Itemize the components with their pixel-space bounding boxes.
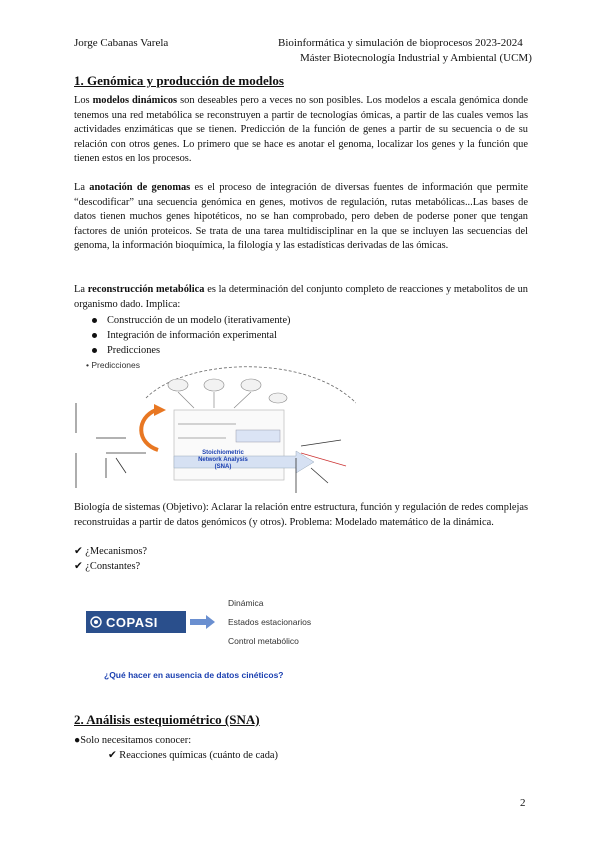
input-node <box>204 379 224 391</box>
bullet-item: Integración de información experimental <box>92 328 277 343</box>
diagram-svg <box>66 358 356 498</box>
bullet-item: Predicciones <box>92 343 160 358</box>
reconstruction-figure <box>66 358 356 498</box>
section1-title: 1. Genómica y producción de modelos <box>74 73 284 88</box>
paragraph-biologia-sistemas: Biología de sistemas (Objetivo): Aclarar la relación entre estructura, función y regulación de redes complejas reconstruidas a partir de datos genómicos (y otros). Problema: Modelado matemático de la dinámica. <box>74 502 528 528</box>
section2-line-2: ✔ Reacciones químicas (cuánto de cada) <box>108 750 278 761</box>
arrow-right-icon <box>190 614 216 630</box>
paragraph-reconstruccion: La reconstrucción metabólica es la determinación del conjunto completo de reacciones y metabolitos de un organismo dado. Implica: <box>74 284 528 310</box>
check-item: ✔ ¿Mecanismos? <box>74 546 148 557</box>
paragraph-modelos: Los modelos dinámicos son deseables pero a veces no son posibles. Los modelos a escala genómica donde tenemos una red metabólica se reconstruyen a partir de tecnologías ómicas, a partir de las cuales vemos las actividades enzimáticas que se tienen. Predicción de la función de genes a partir de su secuencia o de su relación con otros genes. Lo primero que se hace es anotar el genoma, localizar los genes y la función que tienen estos en los procesos. <box>74 95 528 165</box>
sna-label: Stoichiometric Network Analysis (SNA) <box>198 450 248 470</box>
input-node <box>241 379 261 391</box>
copasi-logo: COPASI <box>86 611 186 633</box>
orange-cycle-arrow <box>141 410 158 450</box>
copasi-item-estados: Estados estacionarios <box>228 617 312 627</box>
paragraph-anotacion: La anotación de genomas es el proceso de integración de diversas fuentes de información que permite “descodificar” una secuencia genómica en genes, motivos de regulación, rutas metabólicas...Las bases de datos tienen muchos genes hipotéticos, no se han comprobado, pero deben de poderse poner que tengan factores de unión proteicos. Se trata de una tarea multidisciplinar en la que se incluyen las secuencias del genoma, la información bioquímica, la filología y las estadísticas derivadas de las ómicas. <box>74 182 529 252</box>
header-author: Jorge Cabanas Varela <box>74 37 169 49</box>
bullet-item: Construcción de un modelo (iterativamente) <box>92 313 291 328</box>
copasi-item-control: Control metabólico <box>228 636 299 646</box>
page-number: 2 <box>520 797 526 809</box>
section2-title: 2. Análisis estequiométrico (SNA) <box>74 712 260 727</box>
section2-line-1: ●Solo necesitamos conocer: <box>74 735 192 746</box>
figure-caption: • Predicciones <box>86 360 141 370</box>
copasi-item-dinamica: Dinámica <box>228 598 264 608</box>
copasi-logo-icon <box>90 616 102 628</box>
orange-arrowhead <box>154 404 166 416</box>
input-node <box>168 379 188 391</box>
header-master: Máster Biotecnología Industrial y Ambiental (UCM) <box>300 52 532 64</box>
kinetic-data-question: ¿Qué hacer en ausencia de datos cinéticos? <box>104 670 284 680</box>
check-item: ✔ ¿Constantes? <box>74 561 141 572</box>
header-course: Bioinformática y simulación de bioprocesos 2023-2024 <box>278 37 523 49</box>
input-node <box>269 393 287 403</box>
